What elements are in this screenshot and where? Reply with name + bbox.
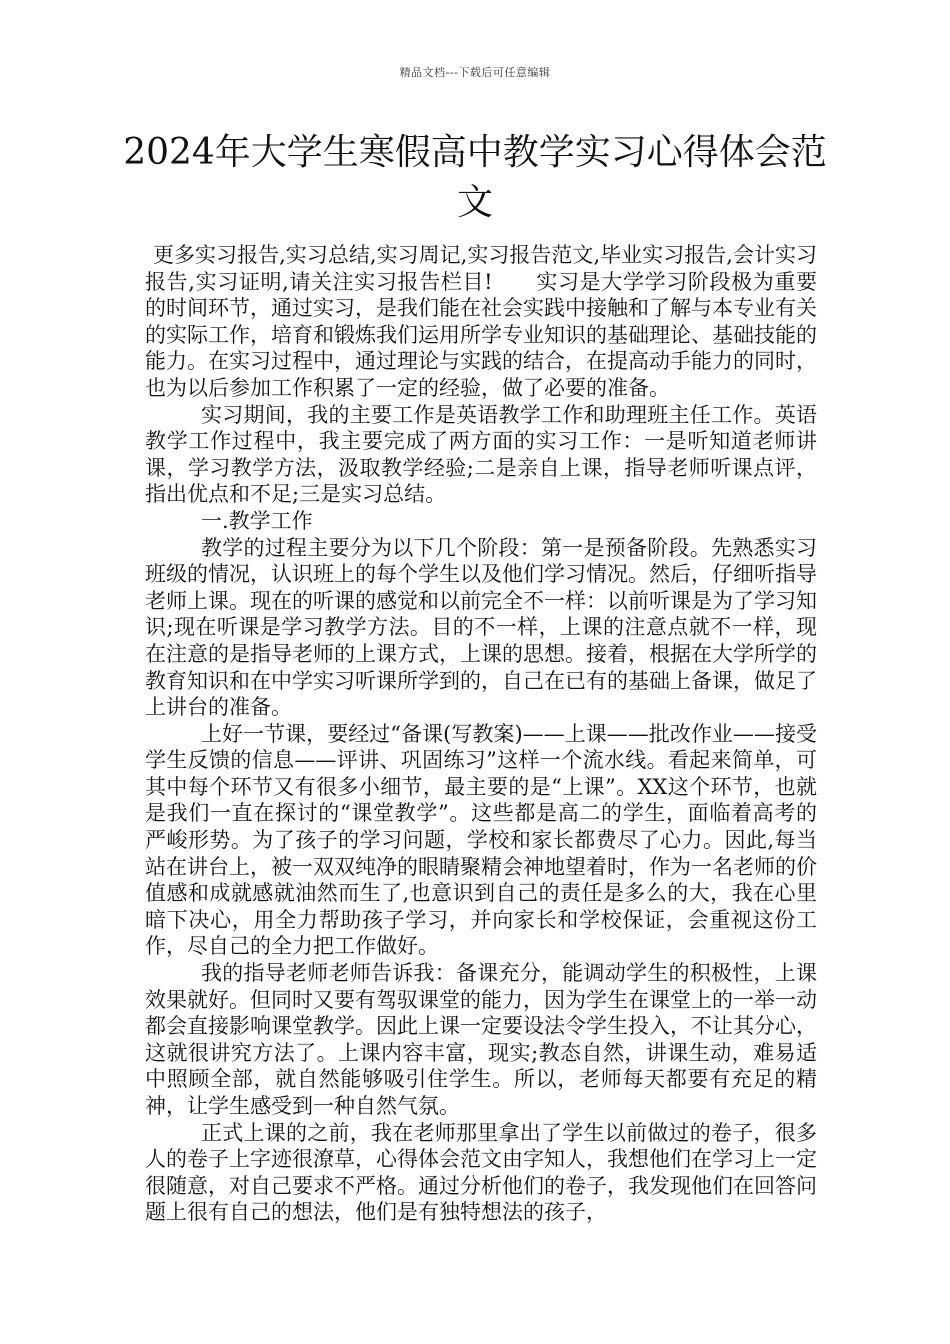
paragraph-lesson-process: 上好一节课，要经过“备课(写教案)——上课——批改作业——接受学生反馈的信息——评讲、巩固练习”这样一个流水线。看起来简单，可其中每个环节又有很多小细节，最主要的是“上课”。XX这个环节，也就是我们一直在探讨的“课堂教学”。这些都是高二的学生，面临着高考的严峻形势。为了孩子的学习问题，学校和家长都费尽了心力。因此,每当站在讲台上，被一双双纯净的眼睛聚精会神地望着时，作为一名老师的价值感和成就感就油然而生了,也意识到自己的责任是多么的大，我在心里暗下决心，用全力帮助孩子学习，并向家长和学校保证，会重视这份工作，尽自己的全力把工作做好。 xyxy=(145,721,817,959)
paragraph-internship-duties: 实习期间，我的主要工作是英语教学工作和助理班主任工作。英语教学工作过程中，我主要完成了两方面的实习工作：一是听知道老师讲课，学习教学方法，汲取教学经验;二是亲自上课，指导老师听课点评，指出优点和不足;三是实习总结。 xyxy=(145,402,817,507)
paragraph-intro: 更多实习报告,实习总结,实习周记,实习报告范文,毕业实习报告,会计实习报告,实习证明,请关注实习报告栏目! 实习是大学学习阶段极为重要的时间环节，通过实习，是我们能在社会实践中接触和了解与本专业有关的实际工作，培育和锻炼我们运用所学专业知识的基础理论、基础技能的能力。在实习过程中，通过理论与实践的结合，在提高动手能力的同时，也为以后参加工作积累了一定的经验，做了必要的准备。 xyxy=(145,243,817,400)
paragraph-mentor-advice: 我的指导老师老师告诉我：备课充分，能调动学生的积极性，上课效果就好。但同时又要有驾驭课堂的能力，因为学生在课堂上的一举一动都会直接影响课堂教学。因此上课一定要设法令学生投入，不让其分心，这就很讲究方法了。上课内容丰富，现实;教态自然，讲课生动，难易适中照顾全部，就自然能够吸引住学生。所以，老师每天都要有充足的精神，让学生感受到一种自然气氛。 xyxy=(145,961,817,1118)
page-header-watermark: 精品文档---下载后可任意编辑 xyxy=(399,66,551,79)
paragraph-teaching-stages: 教学的过程主要分为以下几个阶段：第一是预备阶段。先熟悉实习班级的情况，认识班上的每个学生以及他们学习情况。然后，仔细听指导老师上课。现在的听课的感觉和以前完全不一样：以前听课是为了学习知识;现在听课是学习教学方法。目的不一样，上课的注意点就不一样，现在注意的是指导老师的上课方式，上课的思想。接着，根据在大学所学的教育知识和在中学实习听课所学到的，自己在已有的基础上备课，做足了上讲台的准备。 xyxy=(145,535,817,720)
paragraph-before-class: 正式上课的之前，我在老师那里拿出了学生以前做过的卷子，很多人的卷子上字迹很潦草，心得体会范文由字知人，我想他们在学习上一定很随意，对自己要求不严格。通过分析他们的卷子，我发现他们在回答问题上很有自己的想法，他们是有独特想法的孩子， xyxy=(145,1120,817,1225)
section-heading-teaching: 一.教学工作 xyxy=(201,508,313,533)
document-body xyxy=(145,242,817,1226)
document-title: 2024年大学生寒假高中教学实习心得体会范文 xyxy=(123,132,827,223)
